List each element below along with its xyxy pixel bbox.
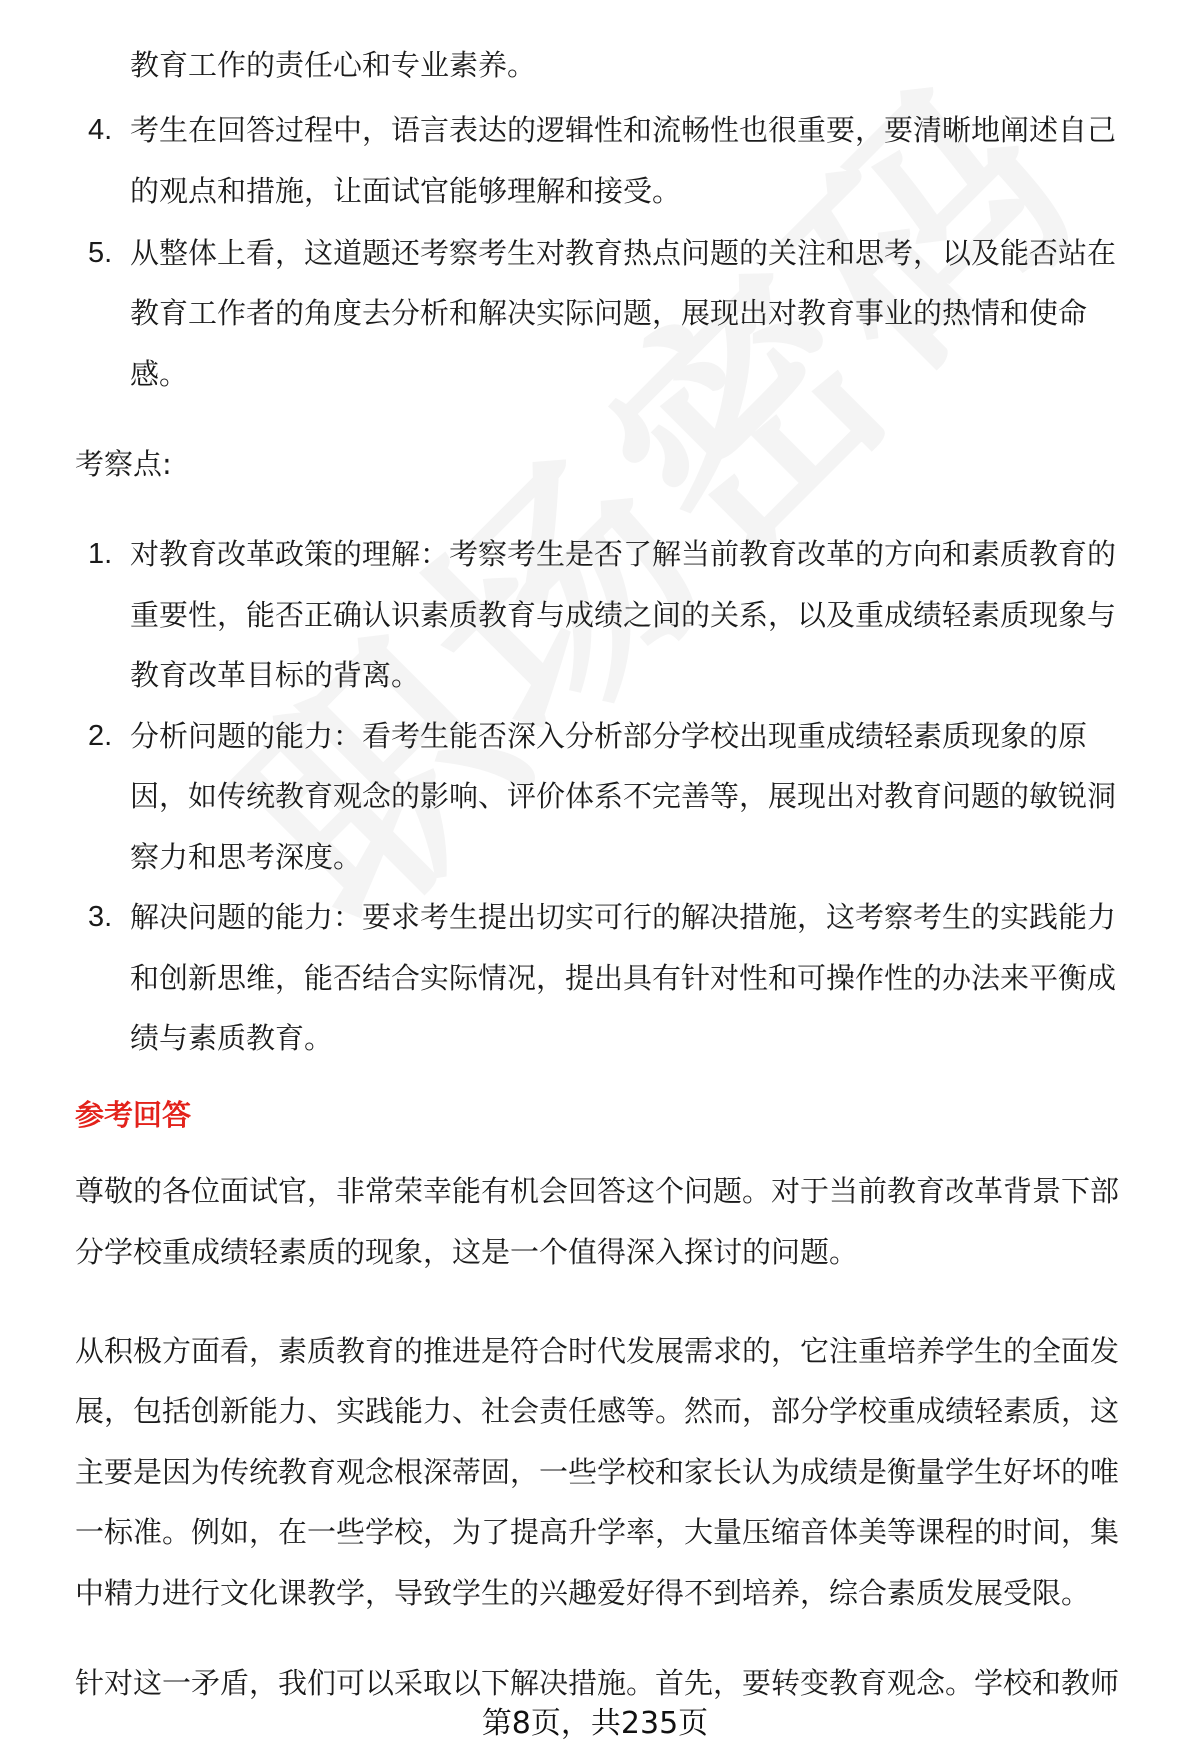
paragraph-line: 展，包括创新能力、实践能力、社会责任感等。然而，部分学校重成绩轻素质，这	[75, 1394, 1120, 1428]
section-title-answer: 参考回答	[75, 1098, 192, 1132]
paragraph-line: 尊敬的各位面试官，非常荣幸能有机会回答这个问题。对于当前教育改革背景下部	[75, 1174, 1120, 1208]
list-item-line: 解决问题的能力：要求考生提出切实可行的解决措施，这考察考生的实践能力	[130, 900, 1117, 934]
paragraph-line: 一标准。例如，在一些学校，为了提高升学率，大量压缩音体美等课程的时间，集	[75, 1515, 1120, 1549]
list-item-number: 3.	[88, 901, 113, 933]
list-item-number: 4.	[88, 114, 113, 146]
list-item-line: 教育改革目标的背离。	[130, 658, 421, 692]
list-item-line: 对教育改革政策的理解：考察考生是否了解当前教育改革的方向和素质教育的	[130, 537, 1117, 571]
paragraph-line: 主要是因为传统教育观念根深蒂固，一些学校和家长认为成绩是衡量学生好坏的唯	[75, 1455, 1120, 1489]
list-item-line: 教育工作的责任心和专业素养。	[130, 48, 537, 82]
list-item-line: 绩与素质教育。	[130, 1021, 334, 1055]
list-item-number: 2.	[88, 720, 113, 752]
page-footer: 第8页，共235页	[481, 1706, 709, 1741]
list-item-line: 教育工作者的角度去分析和解决实际问题，展现出对教育事业的热情和使命	[130, 296, 1088, 330]
section-title-points: 考察点:	[75, 447, 172, 481]
paragraph-line: 针对这一矛盾，我们可以采取以下解决措施。首先，要转变教育观念。学校和教师	[75, 1666, 1120, 1700]
paragraph-line: 中精力进行文化课教学，导致学生的兴趣爱好得不到培养，综合素质发展受限。	[75, 1576, 1091, 1610]
list-item-line: 从整体上看，这道题还考察考生对教育热点问题的关注和思考，以及能否站在	[130, 236, 1117, 270]
list-item-line: 考生在回答过程中，语言表达的逻辑性和流畅性也很重要，要清晰地阐述自己	[130, 113, 1117, 147]
list-item-number: 1.	[88, 538, 113, 570]
list-item-line: 察力和思考深度。	[130, 840, 363, 874]
list-item-line: 重要性，能否正确认识素质教育与成绩之间的关系，以及重成绩轻素质现象与	[130, 598, 1117, 632]
list-item-line: 分析问题的能力：看考生能否深入分析部分学校出现重成绩轻素质现象的原	[130, 719, 1088, 753]
list-item-line: 的观点和措施，让面试官能够理解和接受。	[130, 174, 682, 208]
list-item-number: 5.	[88, 237, 113, 269]
paragraph-line: 从积极方面看，素质教育的推进是符合时代发展需求的，它注重培养学生的全面发	[75, 1334, 1120, 1368]
list-item-line: 和创新思维，能否结合实际情况，提出具有针对性和可操作性的办法来平衡成	[130, 961, 1117, 995]
list-item-line: 因，如传统教育观念的影响、评价体系不完善等，展现出对教育问题的敏锐洞	[130, 779, 1117, 813]
paragraph-line: 分学校重成绩轻素质的现象，这是一个值得深入探讨的问题。	[75, 1235, 859, 1269]
list-item-line: 感。	[130, 357, 189, 391]
